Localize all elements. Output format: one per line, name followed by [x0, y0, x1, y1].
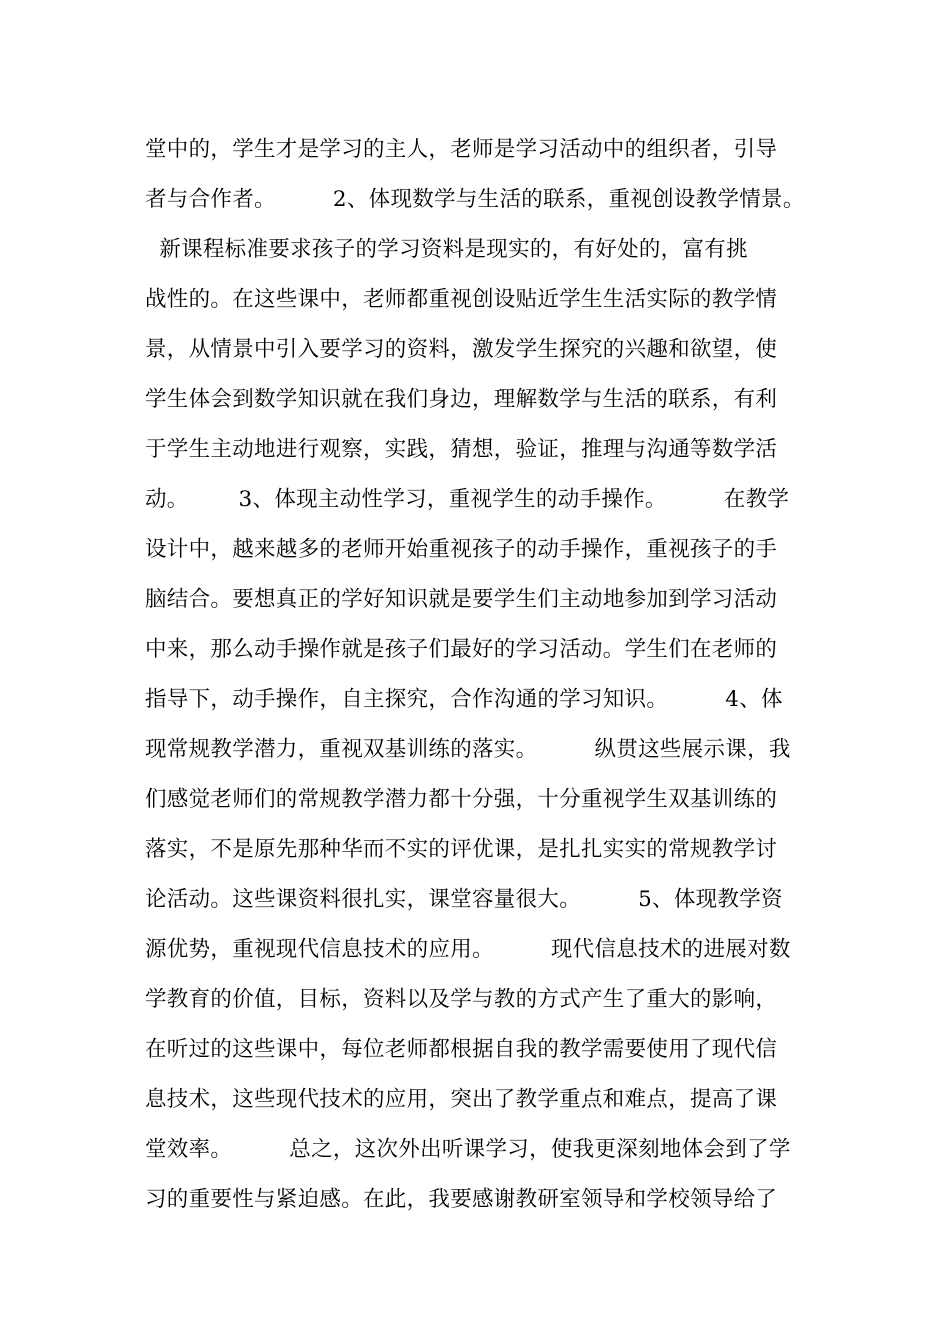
text-line: 习的重要性与紧迫感。在此，我要感谢教研室领导和学校领导给了: [145, 1187, 778, 1212]
text-line: 堂效率。 总之，这次外出听课学习，使我更深刻地体会到了学: [145, 1137, 791, 1162]
text-line: 论活动。这些课资料很扎实，课堂容量很大。 5、体现教学资: [145, 887, 783, 912]
text-line: 设计中，越来越多的老师开始重视孩子的动手操作，重视孩子的手: [145, 537, 778, 562]
text-line: 堂中的，学生才是学习的主人，老师是学习活动中的组织者，引导: [145, 137, 778, 162]
text-line: 新课程标准要求孩子的学习资料是现实的，有好处的，富有挑: [145, 237, 748, 262]
text-line: 们感觉老师们的常规教学潜力都十分强，十分重视学生双基训练的: [145, 787, 778, 812]
text-line: 学教育的价值，目标，资料以及学与教的方式产生了重大的影响，: [145, 987, 778, 1012]
text-line: 战性的。在这些课中，老师都重视创设贴近学生生活实际的教学情: [145, 287, 778, 312]
text-line: 在听过的这些课中，每位老师都根据自我的教学需要使用了现代信: [145, 1037, 778, 1062]
text-line: 息技术，这些现代技术的应用，突出了教学重点和难点，提高了课: [145, 1087, 778, 1112]
text-line: 学生体会到数学知识就在我们身边，理解数学与生活的联系，有利: [145, 387, 778, 412]
text-line: 源优势，重视现代信息技术的应用。 现代信息技术的进展对数: [145, 937, 791, 962]
text-line: 脑结合。要想真正的学好知识就是要学生们主动地参加到学习活动: [145, 587, 778, 612]
text-line: 落实，不是原先那种华而不实的评优课，是扎扎实实的常规教学讨: [145, 837, 778, 862]
text-line: 者与合作者。 2、体现数学与生活的联系，重视创设教学情景。: [145, 187, 805, 212]
text-line: 中来，那么动手操作就是孩子们最好的学习活动。学生们在老师的: [145, 637, 778, 662]
text-line: 指导下，动手操作，自主探究，合作沟通的学习知识。 4、体: [145, 687, 783, 712]
text-line: 于学生主动地进行观察，实践，猜想，验证，推理与沟通等数学活: [145, 437, 778, 462]
text-line: 动。 3、体现主动性学习，重视学生的动手操作。 在教学: [145, 487, 790, 512]
text-line: 现常规教学潜力，重视双基训练的落实。 纵贯这些展示课，我: [145, 737, 791, 762]
text-line: 景，从情景中引入要学习的资料，激发学生探究的兴趣和欲望，使: [145, 337, 778, 362]
